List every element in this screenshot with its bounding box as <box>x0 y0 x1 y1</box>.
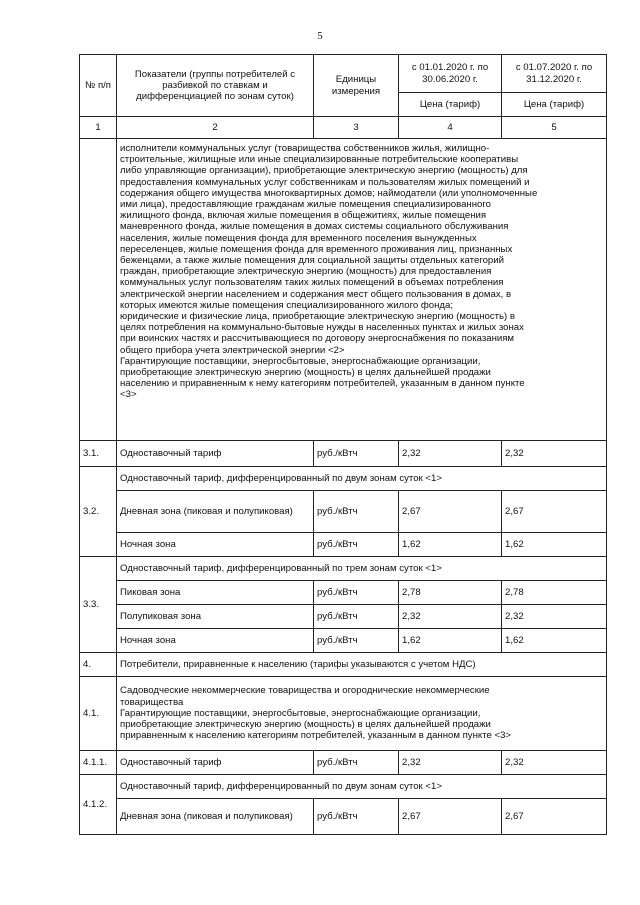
description-line: Гарантирующие поставщики, энергосбытовые, энергоснабжающие организации, <box>120 355 481 367</box>
description-line: приравненным к населению категориям потребителей, указанным в данном пункте <3> <box>120 730 512 742</box>
description-line: ими лица), предоставляющие гражданам жилые помещения специализированного <box>120 199 491 211</box>
row-price-1: 2,78 <box>399 581 502 605</box>
table-row <box>80 557 607 581</box>
table-row <box>80 605 607 629</box>
row-number: 4.1.2. <box>80 775 117 835</box>
header-price-1: Цена (тариф) <box>399 93 502 117</box>
row-price-2: 2,78 <box>502 581 607 605</box>
row-price-1: 2,67 <box>399 799 502 835</box>
row-title: Потребители, приравненные к населению (тарифы указываются с учетом НДС) <box>117 653 607 677</box>
description-line: населению и приравненным к нему категориям потребителей, указанным в данном пункте <box>120 378 525 390</box>
header-number: № п/п <box>80 55 117 117</box>
table-row <box>80 677 607 751</box>
row-price-1: 2,32 <box>399 751 502 775</box>
description-line: исполнители коммунальных услуг (товарищества собственников жилья, жилищно- <box>120 143 490 154</box>
column-number-1: 1 <box>80 117 117 139</box>
description-line: беженцами, а также жилые помещения для социальной защиты отдельных категорий <box>120 255 504 267</box>
row-unit: руб./кВтч <box>314 491 399 533</box>
table-row <box>80 775 607 799</box>
description-line: либо управляющие организации), приобретающие электрическую энергию (мощность) для <box>120 165 528 177</box>
row-unit: руб./кВтч <box>314 605 399 629</box>
row-price-2: 2,67 <box>502 799 607 835</box>
table-row <box>80 533 607 557</box>
description-line: Гарантирующие поставщики, энергосбытовые, энергоснабжающие организации, <box>120 707 481 719</box>
row-title: Одноставочный тариф, дифференцированный по двум зонам суток <1> <box>117 775 607 799</box>
row-number: 3.2. <box>80 467 117 557</box>
header-period-2: с 01.07.2020 г. по 31.12.2020 г. <box>502 55 607 93</box>
description-line: приобретающие электрическую энергию (мощность) в целях дальнейшей продажи <box>120 719 491 731</box>
table-row <box>80 491 607 533</box>
description-empty-cell <box>80 139 117 441</box>
row-unit: руб./кВтч <box>314 441 399 467</box>
row-title: Одноставочный тариф, дифференцированный по двум зонам суток <1> <box>117 467 607 491</box>
description-line: общего прибора учета электрической энергии <2> <box>120 344 345 356</box>
table-row <box>80 441 607 467</box>
table-row <box>80 581 607 605</box>
row-label: Одноставочный тариф <box>117 751 314 775</box>
column-number-3: 3 <box>314 117 399 139</box>
column-number-4: 4 <box>399 117 502 139</box>
description-line: переселенцев, жилые помещения фонда для временного проживания лиц, признанных <box>120 243 513 255</box>
row-unit: руб./кВтч <box>314 581 399 605</box>
description-line: <3> <box>120 389 137 401</box>
row-label: Полупиковая зона <box>117 605 314 629</box>
description-line: маневренного фонда, жилые помещения в домах системы социального обслуживания <box>120 221 509 233</box>
description-line: жилищного фонда, включая жилые помещения в общежитиях, жилые помещения <box>120 210 487 222</box>
description-line: предоставления коммунальных услуг собственникам и пользователям жилых помещений и <box>120 176 530 188</box>
row-price-2: 2,67 <box>502 491 607 533</box>
description-line: населения, жилые помещения фонда для временного поселения вынужденных <box>120 232 477 244</box>
row-unit: руб./кВтч <box>314 629 399 653</box>
row-description <box>117 677 607 751</box>
row-label: Дневная зона (пиковая и полупиковая) <box>117 799 314 835</box>
row-price-1: 2,32 <box>399 605 502 629</box>
row-label: Ночная зона <box>117 629 314 653</box>
row-number: 3.3. <box>80 557 117 653</box>
row-unit: руб./кВтч <box>314 799 399 835</box>
row-price-1: 1,62 <box>399 629 502 653</box>
header-period-1: с 01.01.2020 г. по 30.06.2020 г. <box>399 55 502 93</box>
description-line: при воинских частях и рассчитывающиеся по договору энергоснабжения по показаниям <box>120 333 515 345</box>
row-unit: руб./кВтч <box>314 533 399 557</box>
row-label: Пиковая зона <box>117 581 314 605</box>
header-units: Единицы измерения <box>314 55 399 117</box>
row-number: 4.1.1. <box>80 751 117 775</box>
description-line: Садоводческие некоммерческие товарищества и огороднические некоммерческие <box>120 685 490 697</box>
table-row <box>80 799 607 835</box>
row-price-2: 1,62 <box>502 533 607 557</box>
row-price-2: 2,32 <box>502 605 607 629</box>
row-price-1: 2,67 <box>399 491 502 533</box>
row-number: 3.1. <box>80 441 117 467</box>
description-line: строительные, жилищные или иные специализированные потребительские кооперативы <box>120 154 519 166</box>
description-line: содержания общего имущества многоквартирных домов; наймодатели (или уполномоченные <box>120 187 538 199</box>
row-label: Дневная зона (пиковая и полупиковая) <box>117 491 314 533</box>
column-number-5: 5 <box>502 117 607 139</box>
description-line: приобретающие электрическую энергию (мощность) в целях дальнейшей продажи <box>120 367 491 379</box>
row-price-1: 2,32 <box>399 441 502 467</box>
consumer-description <box>117 139 607 441</box>
row-price-1: 1,62 <box>399 533 502 557</box>
row-title: Одноставочный тариф, дифференцированный по трем зонам суток <1> <box>117 557 607 581</box>
row-price-2: 2,32 <box>502 441 607 467</box>
row-number: 4.1. <box>80 677 117 751</box>
row-label: Одноставочный тариф <box>117 441 314 467</box>
row-price-2: 2,32 <box>502 751 607 775</box>
description-line: которых имеются жилые помещения специализированного жилого фонда; <box>120 299 454 311</box>
description-line: товарищества <box>120 696 184 708</box>
tariff-table <box>79 54 607 835</box>
header-indicators: Показатели (группы потребителей с разбивкой по ставкам и дифференциацией по зонам суток) <box>117 55 314 117</box>
description-line: целях потребления на коммунально-бытовые нужды в населенных пунктах и жилых зонах <box>120 322 524 334</box>
column-number-2: 2 <box>117 117 314 139</box>
description-line: электрической энергии населением и содержания мест общего пользования в домах, в <box>120 288 512 300</box>
table-row <box>80 467 607 491</box>
row-price-2: 1,62 <box>502 629 607 653</box>
table-row <box>80 653 607 677</box>
page-number: 5 <box>317 30 323 42</box>
row-number: 4. <box>80 653 117 677</box>
table-row <box>80 629 607 653</box>
table-row <box>80 751 607 775</box>
description-line: граждан, приобретающие электрическую энергию (мощность) для предоставления <box>120 266 492 278</box>
description-line: юридические и физические лица, приобретающие электрическую энергию (мощность) в <box>120 311 516 323</box>
description-line: коммунальных услуг пользователям таких жилых помещений в объемах потребления <box>120 277 504 289</box>
header-price-2: Цена (тариф) <box>502 93 607 117</box>
row-label: Ночная зона <box>117 533 314 557</box>
row-unit: руб./кВтч <box>314 751 399 775</box>
